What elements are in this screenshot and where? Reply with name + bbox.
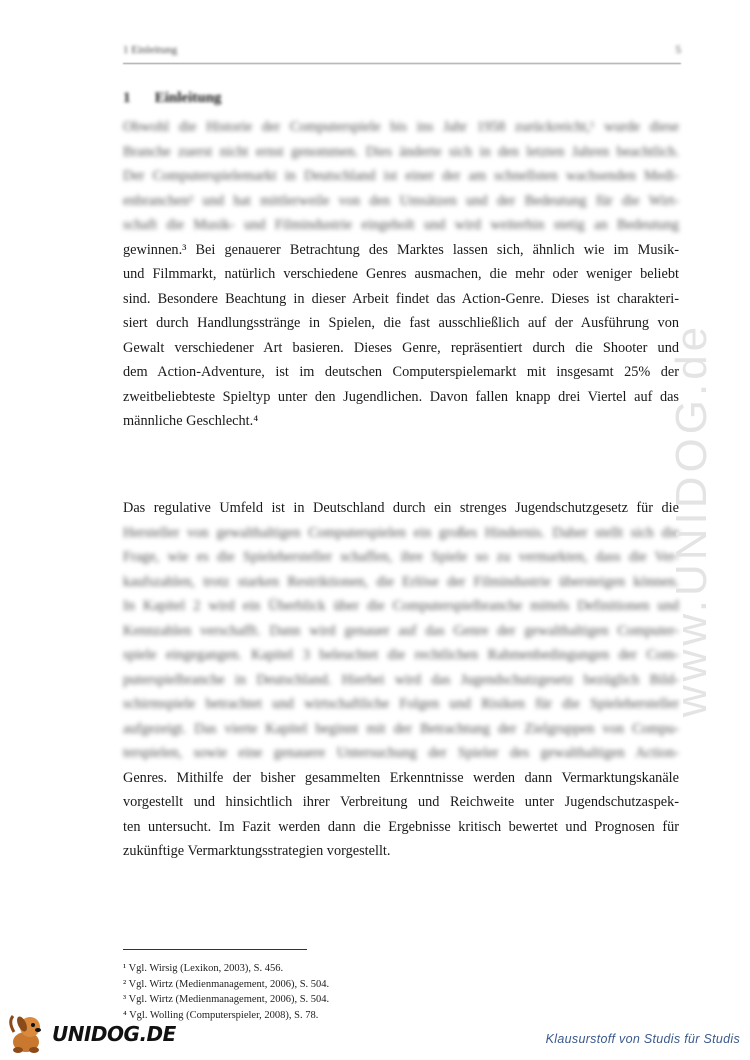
footnote-3: ³ Vgl. Wirtz (Medienmanagement, 2006), S. 504. (123, 994, 330, 1006)
text-line: zukünftige Vermarktungsstrategien vorgestellt. (123, 843, 391, 859)
text-line: und Filmmarkt, natürlich verschiedene Genres ausmachen, die mehr oder weniger beliebt (123, 266, 679, 282)
header-section-title: 1 Einleitung (123, 44, 178, 56)
text-line: männliche Geschlecht.⁴ (123, 413, 259, 429)
text-line: schirmspiele betrachtet und wirtschaftliche Folgen und Risiken für die Spielehersteller (123, 696, 679, 712)
paragraph-intro (123, 115, 679, 434)
text-line: sind. Besondere Beachtung in dieser Arbeit findet das Action-Genre. Dieses ist charakteri- (123, 290, 679, 307)
footnote-4: ⁴ Vgl. Wolling (Computerspieler, 2008), S. 78. (123, 1009, 319, 1021)
text-line: Das regulative Umfeld ist in Deutschland durch ein strenges Jugendschutzgesetz für die (123, 500, 679, 516)
text-line: Gewalt verschiedener Art basieren. Dieses Genre, repräsentiert durch die Shooter und (123, 339, 679, 356)
running-header (123, 44, 681, 56)
text-line: In Kapitel 2 wird ein Überblick über die Computerspielbranche mittels Definitionen und (123, 598, 679, 614)
text-line: siert durch Handlungsstränge in Spielen, die fast ausschließlich auf der Ausführung von (123, 315, 679, 331)
text-line: kaufszahlen, trotz starken Restriktionen, die Erlöse der Filmindustrie übersteigen können. (123, 573, 679, 590)
text-line: puterspielbranche in Deutschland. Hierbei wird das Jugendschutzgesetz bezüglich Bild- (123, 671, 679, 688)
text-line: vorgestellt und hinsichtlich ihrer Verbreitung und Reichweite unter Jugendschutzaspek- (123, 794, 679, 810)
text-line: Genres. Mithilfe der bisher gesammelten Erkenntnisse werden dann Vermarktungskanäle (123, 769, 679, 786)
chapter-heading (123, 90, 221, 107)
dog-mascot-icon (4, 1012, 50, 1054)
text-line: Der Computerspielemarkt in Deutschland ist einer der am schnellsten wachsenden Medi- (123, 168, 679, 184)
text-line: dem Action-Adventure, ist im deutschen Computerspielemarkt mit insgesamt 25% der (123, 364, 679, 380)
footnote-1: ¹ Vgl. Wirsig (Lexikon, 2003), S. 456. (123, 963, 284, 974)
header-page-number: 5 (675, 44, 681, 56)
text-line: Obwohl die Historie der Computerspiele bis ins Jahr 1958 zurückreicht,¹ wurde diese (123, 119, 679, 135)
tagline: Klausurstoff von Studis für Studis (545, 1032, 740, 1046)
logo-text: UNIDOG.DE (52, 1022, 176, 1046)
text-line: gewinnen.³ Bei genauerer Betrachtung des Marktes lassen sich, ähnlich wie im Musik- (123, 241, 679, 258)
text-line: Hersteller von gewalthaltigen Computerspielen ein großes Hindernis. Daher stellt sich die (123, 524, 679, 541)
text-line: Frage, wie es die Spielehersteller schaffen, ihre Spiele so zu vermarkten, dass die Ver- (123, 549, 679, 565)
text-line: Branche zuerst nicht ernst genommen. Dies änderte sich in den letzten Jahren beachtlich. (123, 143, 679, 160)
footnote-rule (123, 949, 307, 950)
footnote-2: ² Vgl. Wirtz (Medienmanagement, 2006), S. 504. (123, 978, 330, 990)
text-line: terspielen, sowie eine genauere Untersuchung der Spieler des gewalthaltigen Action- (123, 745, 679, 761)
text-line: aufgezeigt. Das vierte Kapitel beginnt mit der Betrachtung der Zielgruppen von Compu- (123, 720, 679, 737)
text-line: Kennzahlen verschafft. Dann wird genauer auf das Genre der gewalthaltigen Computer- (123, 622, 679, 639)
text-line: schaft die Musik- und Filmindustrie eingeholt und wird weiterhin stetig an Bedeutung (123, 217, 679, 233)
text-line: zweitbeliebteste Spieltyp unter den Jugendlichen. Davon fallen knapp drei Viertel auf das (123, 388, 679, 405)
paragraph-overview (123, 496, 679, 864)
text-line: spiele eingegangen. Kapitel 3 beleuchtet die rechtlichen Rahmenbedingungen der Com- (123, 647, 679, 663)
chapter-title: Einleitung (154, 90, 222, 106)
watermark-text: www.UNIDOG.de (667, 322, 716, 718)
unidog-logo[interactable] (4, 1012, 176, 1054)
chapter-number: 1 (123, 90, 131, 106)
text-line: ten untersucht. Im Fazit werden dann die Ergebnisse kritisch bewertet und Prognosen für (123, 818, 679, 835)
header-rule (123, 63, 681, 64)
text-line: enbranchen² und hat mittlerweile von den Umsätzen und der Bedeutung für die Wirt- (123, 192, 679, 209)
watermark (652, 280, 732, 760)
